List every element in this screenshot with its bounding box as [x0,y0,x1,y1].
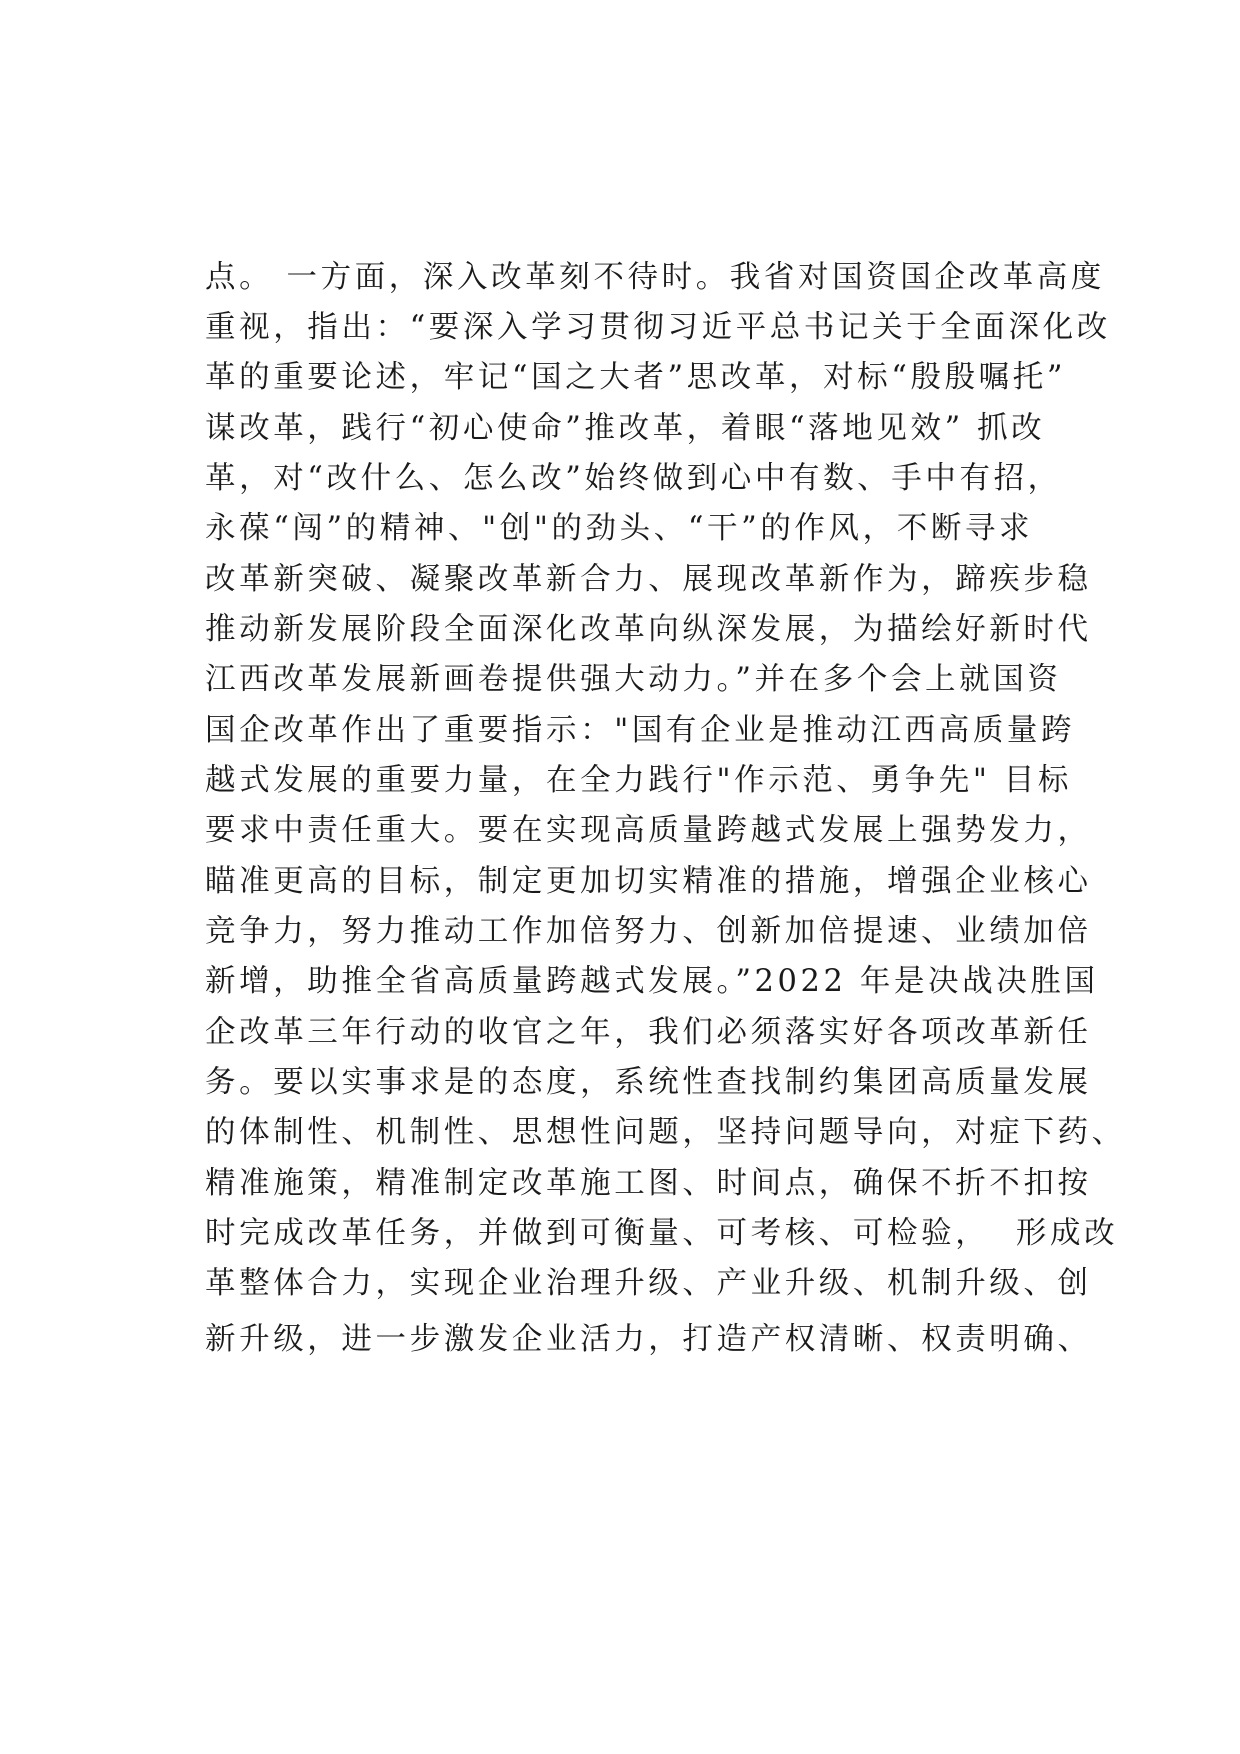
text-line: 越式发展的重要力量，在全力践行"作示范、勇争先" 目标 [205,763,1072,798]
text-line: 精准施策，精准制定改革施工图、时间点，确保不折不扣按 [205,1166,1092,1201]
text-line: 企改革三年行动的收官之年，我们必须落实好各项改革新任 [205,1015,1092,1050]
text-line: 改革新突破、凝聚改革新合力、展现改革新作为，蹄疾步稳 [205,562,1092,597]
text-line: 的体制性、机制性、思想性问题，坚持问题导向，对症下药、 [205,1115,1126,1150]
text-line: 新升级，进一步激发企业活力，打造产权清晰、权责明确、 [205,1322,1092,1357]
text-line: 江西改革发展新画卷提供强大动力。”并在多个会上就国资 [205,662,1062,697]
text-line: 国企改革作出了重要指示："国有企业是推动江西高质量跨 [205,713,1076,748]
text-line: 时完成改革任务，并做到可衡量、可考核、可检验， 形成改 [205,1216,1119,1251]
text-line: 永葆“闯”的精神、"创"的劲头、“干”的作风，不断寻求 [205,511,1034,546]
text-line: 务。要以实事求是的态度，系统性查找制约集团高质量发展 [205,1065,1092,1100]
text-line: 重视，指出：“要深入学习贯彻习近平总书记关于全面深化改 [205,310,1111,345]
text-line: 新增，助推全省高质量跨越式发展。”2022 年是决战决胜国 [205,964,1099,999]
text-line: 点。 一方面，深入改革刻不待时。我省对国资国企改革高度 [205,260,1105,295]
text-line: 革的重要论述，牢记“国之大者”思改革，对标“殷殷嘱托” [205,360,1067,395]
text-line: 谋改革，践行“初心使命”推改革，着眼“落地见效” 抓改 [205,411,1046,446]
text-line: 革，对“改什么、怎么改”始终做到心中有数、手中有招， [205,461,1062,496]
text-line: 竞争力，努力推动工作加倍努力、创新加倍提速、业绩加倍 [205,914,1092,949]
text-line: 革整体合力，实现企业治理升级、产业升级、机制升级、创 [205,1266,1092,1301]
text-line: 瞄准更高的目标，制定更加切实精准的措施，增强企业核心 [205,864,1092,899]
text-line: 推动新发展阶段全面深化改革向纵深发展，为描绘好新时代 [205,612,1092,647]
text-line: 要求中责任重大。要在实现高质量跨越式发展上强势发力， [205,813,1092,848]
